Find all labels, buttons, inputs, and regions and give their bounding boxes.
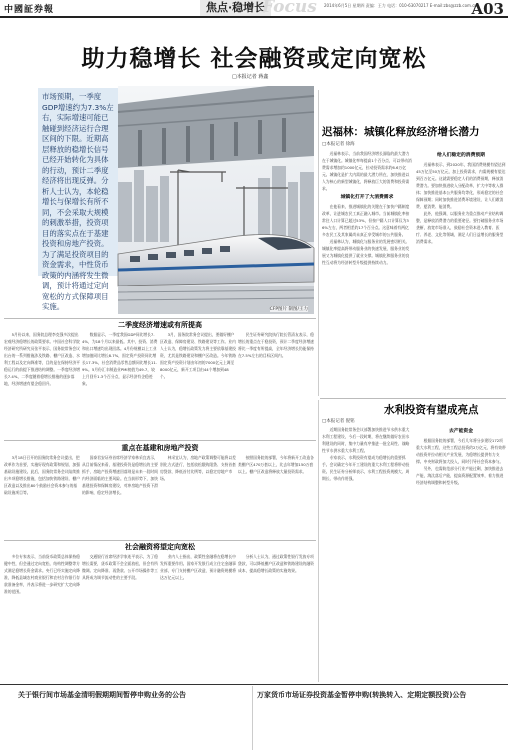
column-divider <box>318 400 319 682</box>
paragraph: 5月份以来，国务院总理李克强多次提出宏观经济稳增长的政策要求。中国社会科学院经济研究所研究员张平表示，国务院常务会议出台的一系列措施涉及铁路、棚户区改造、水利工程以及定向降准等，目的是在保持经济平稳运行的前提下推进结构调整。一季度经济增长7.4%，二季度随着稳增长措施的逐步落地，经济增速有望企稳回升。 <box>4 332 80 386</box>
key-investment-subhead: 重点在基建和房地产投资 <box>121 444 199 452</box>
key-column-4 <box>238 454 316 540</box>
page-number: A03 <box>471 0 504 18</box>
paragraph: 数据显示，一季度我国GDP同比增长7.4%，为18个月以来最低。其中，投资、消费和出口增速均出现回落。4月份规模以上工业增加值同比增长8.7%，固定资产投资同比增长17.3%，社会消费品零售总额同比增长11.9%。5月份汇丰制造业PMI初值为49.7，较上月回升1.3个百分点，显示经济有企稳迹象。 <box>82 332 158 386</box>
paragraph: 根据国务院的部署，今后几年将分步建设172项重大水利工程，这些工程总投资约2万亿元，将有效带动投资并拉动相关产业发展，为稳增长提供有力支撑。中央财政将加大投入，同时引导社会资本参与。 <box>416 438 506 464</box>
summary-box <box>38 88 118 311</box>
paragraph: 按照国务院的部署，今年将新开工改造各类棚户区470万套以上，比去年增加150万套以上。棚户区改造将释放大量投资需求。 <box>238 455 314 474</box>
main-byline: □本报记者 蒋鑫 <box>232 74 269 80</box>
chi-headline: 迟福林：城镇化释放经济增长潜力 <box>322 126 480 138</box>
feature-photo <box>118 86 314 314</box>
key-column-1 <box>4 454 80 540</box>
paragraph: 3月18日召开的国务院常务会议提出，把改革作为首要，实施好现有政策和规划，加强基础设施建设。此后，国务院常务会议陆续推出多项稳增长措施，包括加快铁路建设、棚户区改造以及推出80个鼓励社会资本参与的基础设施项目等。 <box>4 455 80 495</box>
paragraph: 迟福林表示，当前我国经济增长面临的最大潜力在于城镇化。城镇化率每提高1个百分点，可以带动消费需求增加约1000亿元，拉动投资需求约6.6万亿元。城镇化是扩大内需的最大潜力所在，加快推进以人为核心的新型城镇化，将释放巨大的消费和投资需求。 <box>322 151 412 191</box>
social-column-4 <box>238 553 316 681</box>
water-column-1 <box>322 426 412 681</box>
section-rule <box>4 540 316 541</box>
paragraph: 此外，他强调，以服务业为重点推动产业结构调整，是释放消费潜力的重要途径。要打破服务业市场垄断，放宽市场准入，鼓励社会资本进入教育、医疗、养老、文化等领域，满足人们日益增长的服务型消费需求。 <box>416 211 504 244</box>
paragraph: 国泰君安证券首席经济学家林采宜表示，从目前情况来看，基建投资仍是稳增长的主要抓手，房地产投资增速回落则是未来一段时间内经济面临的主要风险。在当前形势下，加快基建投资和保障房建设，对冲房地产投资下滑的影响，稳定经济增长。 <box>82 455 158 495</box>
masthead <box>0 0 508 18</box>
social-column-2 <box>82 553 158 681</box>
water-byline: □本报记者 倪铭 <box>322 419 355 424</box>
two-column-3 <box>160 331 236 441</box>
paragraph: 分析人士认为，通过政策性银行发放专项贷款，可以降低棚户区改造和铁路建设的融资成本，提高稳增长政策的实施效果。 <box>238 554 314 573</box>
paragraph: 业内人士指出，政策性金融将在稳增长中发挥重要作用。国家开发银行成立住宅金融事业部，专门支持棚户区改造，预计融资规模将达万亿元以上。 <box>160 554 236 580</box>
key-column-3 <box>160 454 236 540</box>
newspaper-name: 中國証券報 <box>4 5 55 15</box>
column-divider <box>318 90 319 396</box>
ad-divider <box>252 686 253 750</box>
dateline: 2014年6月5日 星期四 责编：王力 电话：010-63070217 E-mail:zbs@zzb.com.cn <box>324 3 477 8</box>
paragraph: 近期国务院常务会议部署加快推进节水供水重大水利工程建设，今后一段时期，将在继续做好农田水利建设的同时，集中力量有序推进一批全局性、战略性节水供水重大水利工程。 <box>322 427 410 453</box>
train-construction-illustration <box>118 86 314 314</box>
section-rule <box>4 440 316 441</box>
chi-column-1 <box>322 150 412 396</box>
water-headline: 水利投资有望成亮点 <box>384 404 479 416</box>
main-headline: 助力稳增长 社会融资或定向宽松 <box>81 46 427 72</box>
chi-column-2 <box>416 150 506 396</box>
photo-caption: CFP图片 制图/王力 <box>269 307 308 312</box>
subhead-rural: 城镇化打开了大消费需求 <box>340 195 394 200</box>
paragraph: 多位专家表示，当前货币政策总体保持稳健中性，但会通过定向宽松、结构性调整等方式满足稳增长资金需求。央行已经实施定向降准，降低县域农村商业银行和农村合作银行存款准备金率，并表示将进一步研究扩大定向降准的范围。 <box>4 554 80 594</box>
paragraph: 3月，国务院常务会议提出，要做好棚户区改造、保障房建设、铁路建设等工作。业内人士认为，稳增长政策发力将主要依靠基建投资，尤其是铁路建设和棚户区改造。今年铁路固定资产投资计划由年初的7000亿元上调至8000亿元，新开工项目由44个增加到48个。 <box>160 332 236 379</box>
section-tab: 焦点·稳增长 <box>200 0 271 16</box>
two-column-4 <box>238 331 316 441</box>
subhead-consume: 给人们稳定的消费预期 <box>437 153 485 158</box>
two-column-2 <box>82 331 158 441</box>
paragraph: 专家表示，水利投资有望成为稳增长的重要抓手。会议确定今年开工建设的重大水利工程将带动投资。民生证券分析师表示，水利工程投资规模大、周期长、带动作用强。 <box>322 455 410 481</box>
paragraph: 民生证券研究院执行院长管清友表示，稳增长的重点在于稳投资，预计二季度经济增速将比一季度有所提高，全年经济增长仍能保持在7.5%左右的目标区间内。 <box>238 332 314 358</box>
section-rule <box>320 398 506 399</box>
paragraph: 在他看来，推进城镇化的关键在于加快户籍制度改革，让进城农民工真正融入城市。当前城镇化率按常住人口计算已超过53%，但按户籍人口计算仅为36%左右，两者相差约17个百分点。这意味着有两亿多农民工及其家属尚未真正享受城市的公共服务。 <box>322 204 410 237</box>
subhead-fund: 去产能资金 <box>449 429 473 434</box>
two-quarter-subhead: 二季度经济增速或有所提高 <box>118 321 202 329</box>
chi-byline: □本报记者 徐海 <box>322 142 355 147</box>
paragraph: 另外，也需防范部分行业产能过剩，加快推进去产能，淘汰落后产能，提高资源配置效率，着力推进经济结构调整和转型升级。 <box>416 466 504 485</box>
social-finance-subhead: 社会融资将望定向宽松 <box>125 543 195 551</box>
social-column-3 <box>160 553 236 681</box>
announcement-left-title: 关于银行间市场基金清明假期期间暂停申购业务的公告 <box>18 691 186 699</box>
paragraph: 交通银行首席经济学家连平表示，为了稳增长需要，货币政策不会全面放松，但会有所微调。定向降准、再贷款、公开市场操作等工具将成为调节流动性的主要手段。 <box>82 554 158 580</box>
two-column-1 <box>4 331 80 441</box>
summary-text: 市场预期，一季度GDP增速约为7.3%左右，实际增速可能已触碰到经济运行合理区间的下限。近期高层释放的稳增长信号已经开始转化为具体的行动，预计二季度经济将出现反弹。分析人士认为，本轮稳增长与保增长有所不同，不会采取大规模的刺激举措，投资项目的落实点在于基建投资和房地产投资。为了满足投资项目的资金需求，中性货币政策的内涵将发生微调，预计将通过定向宽松的方式保障项目实施。 <box>42 92 114 311</box>
section-rule <box>4 318 316 319</box>
water-column-2 <box>416 426 506 681</box>
social-column-1 <box>4 553 80 681</box>
paragraph: 迟福林表示，到2020年，我国消费规模有望达到45万亿至50万亿元，加上投资需求，内需规模有望达到百万亿元。这就需要稳定人们的消费预期，释放消费潜力。要加快推进收入分配改革，扩大中等收入群体；加快推进基本公共服务均等化，形成稳定的社会保障预期；同时加快推进消费环境建设，让人们敢消费、愿消费、能消费。 <box>416 162 506 209</box>
key-column-2 <box>82 454 158 540</box>
focus-watermark: Focus <box>262 0 317 17</box>
paragraph: 林采宜认为，房地产政策调整可能将以差别化方式进行，包括放松限购限贷、支持首套房贷款、降低首付比例等，以稳定房地产市场。 <box>160 455 236 481</box>
announcement-right-title: 万家货币市场证券投资基金暂停申购(转换转入、定期定额投资)公告 <box>257 691 467 699</box>
paragraph: 迟福林认为，城镇化与服务业的发展密切相关。城镇化率提高将带动服务业的快速发展，服务业的发展又为城镇化提供了就业支撑。城镇化和服务业的良性互动将为经济转型升级提供持续动力。 <box>322 239 410 265</box>
